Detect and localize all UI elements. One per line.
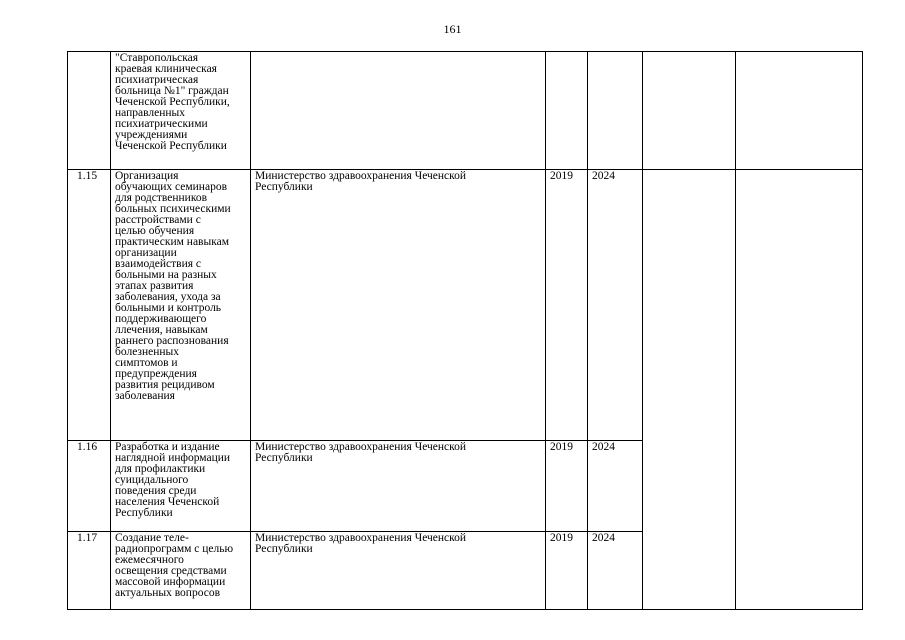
activity-name: Разработка и издание наглядной информации для профилактики суицидального поведения среди населения Чеченской Республики: [111, 441, 251, 532]
activity-end-year: [588, 52, 643, 170]
activity-start-year: 2019: [546, 532, 588, 610]
activity-number: 1.15: [68, 170, 111, 441]
activity-executor: Министерство здравоохранения Чеченской Республики: [251, 170, 546, 441]
activity-executor: Министерство здравоохранения Чеченской Республики: [251, 441, 546, 532]
empty-cell: [643, 52, 736, 170]
merged-empty-cell: [736, 170, 863, 610]
table-row: [68, 52, 863, 170]
activity-number: 1.16: [68, 441, 111, 532]
activity-start-year: 2019: [546, 441, 588, 532]
empty-cell: [736, 52, 863, 170]
page-number: 161: [443, 22, 462, 36]
program-activities-table: [67, 51, 863, 610]
table-row: [68, 170, 863, 441]
activity-name: "Ставропольская краевая клиническая психиатрическая больница №1" граждан Чеченской Республики, направленных психиатрическими учреждениями Чеченской Республики: [111, 52, 251, 170]
activity-end-year: 2024: [588, 170, 643, 441]
activity-end-year: 2024: [588, 441, 643, 532]
activity-start-year: 2019: [546, 170, 588, 441]
activity-executor: Министерство здравоохранения Чеченской Республики: [251, 532, 546, 610]
activity-number: [68, 52, 111, 170]
activity-executor: [251, 52, 546, 170]
activity-start-year: [546, 52, 588, 170]
activity-end-year: 2024: [588, 532, 643, 610]
merged-empty-cell: [643, 170, 736, 610]
activity-name: Создание теле- радиопрограмм с целью ежемесячного освещения средствами массовой информации актуальных вопросов: [111, 532, 251, 610]
activity-number: 1.17: [68, 532, 111, 610]
activity-name: Организация обучающих семинаров для родственников больных психическими расстройствами с целью обучения практическим навыкам организации взаимодействия с больными на разных этапах развития заболевания, ухода за больными и контроль поддерживающего ллечения, навыкам раннего распознования болезненных симптомов и предупреждения развития рецидивом заболевания: [111, 170, 251, 441]
